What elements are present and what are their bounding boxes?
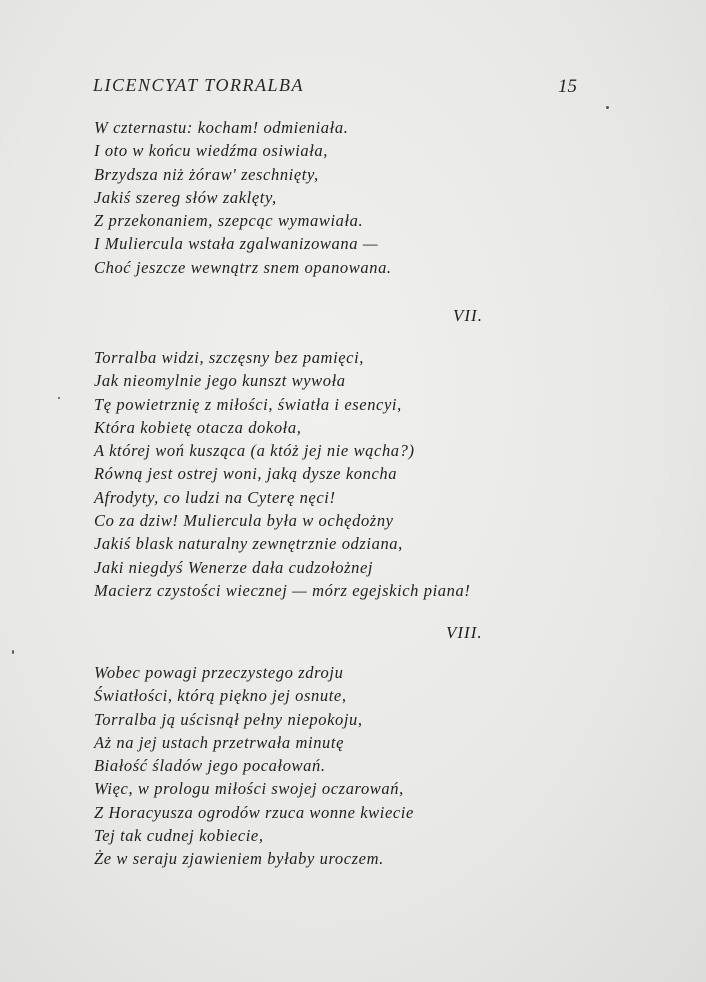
- verse-line: Która kobietę otacza dokoła,: [94, 417, 302, 437]
- verse-line: I oto w końcu wiedźma osiwiała,: [94, 141, 329, 161]
- verse-line: Tej tak cudnej kobiecie,: [94, 826, 264, 846]
- verse-line: Jaki niegdyś Wenerze dała cudzołożnej: [94, 557, 374, 577]
- verse-line: Białość śladów jego pocałowań.: [94, 756, 326, 776]
- verse-line: Choć jeszcze wewnątrz snem opanowana.: [94, 257, 392, 277]
- paper-speck: [12, 650, 14, 654]
- verse-line: Macierz czystości wiecznej — mórz egejskich piana!: [94, 580, 471, 600]
- section-heading-viii: VIII.: [446, 623, 483, 642]
- section-heading-vii: VII.: [453, 306, 483, 325]
- verse-line: Tę powietrznię z miłości, światła i esencyi,: [94, 394, 402, 414]
- stanza-2: [94, 346, 470, 602]
- verse-line: W czternastu: kocham! odmieniała.: [94, 118, 349, 137]
- verse-line: Afrodyty, co ludzi na Cyterę nęci!: [94, 487, 336, 507]
- paper-speck: [606, 106, 609, 109]
- verse-line: Że w seraju zjawieniem byłaby uroczem.: [94, 849, 384, 869]
- running-title: LICENCYAT TORRALBA: [93, 75, 304, 95]
- verse-line: Jakiś blask naturalny zewnętrznie odziana,: [94, 534, 403, 554]
- verse-line: A której woń kusząca (a któż jej nie wącha?): [94, 441, 415, 461]
- verse-line: I Muliercula wstała zgalwanizowana —: [94, 234, 379, 254]
- verse-line: Z Horacyusza ogrodów rzuca wonne kwiecie: [94, 802, 414, 822]
- verse-line: Więc, w prologu miłości swojej oczarowań,: [94, 779, 404, 799]
- verse-line: Torralba widzi, szczęsny bez pamięci,: [94, 348, 365, 367]
- paper-speck: [58, 397, 60, 399]
- verse-line: Jak nieomylnie jego kunszt wywoła: [94, 371, 346, 391]
- page-number: 15: [558, 76, 577, 97]
- verse-line: Z przekonaniem, szepcąc wymawiała.: [94, 211, 364, 231]
- verse-line: Co za dziw! Muliercula była w ochędożny: [94, 511, 394, 531]
- verse-line: Równą jest ostrej woni, jaką dysze koncha: [94, 464, 398, 484]
- verse-line: Jakiś szereg słów zaklęty,: [94, 187, 277, 207]
- stanza-3: [94, 661, 414, 871]
- stanza-1: [94, 116, 392, 279]
- verse-line: Torralba ją uścisnął pełny niepokoju,: [94, 709, 363, 729]
- verse-line: Brzydsza niż żóraw' zeschnięty,: [94, 164, 319, 184]
- verse-line: Wobec powagi przeczystego zdroju: [94, 663, 344, 682]
- verse-line: Aż na jej ustach przetrwała minutę: [94, 732, 345, 752]
- verse-line: Światłości, którą piękno jej osnute,: [94, 686, 347, 706]
